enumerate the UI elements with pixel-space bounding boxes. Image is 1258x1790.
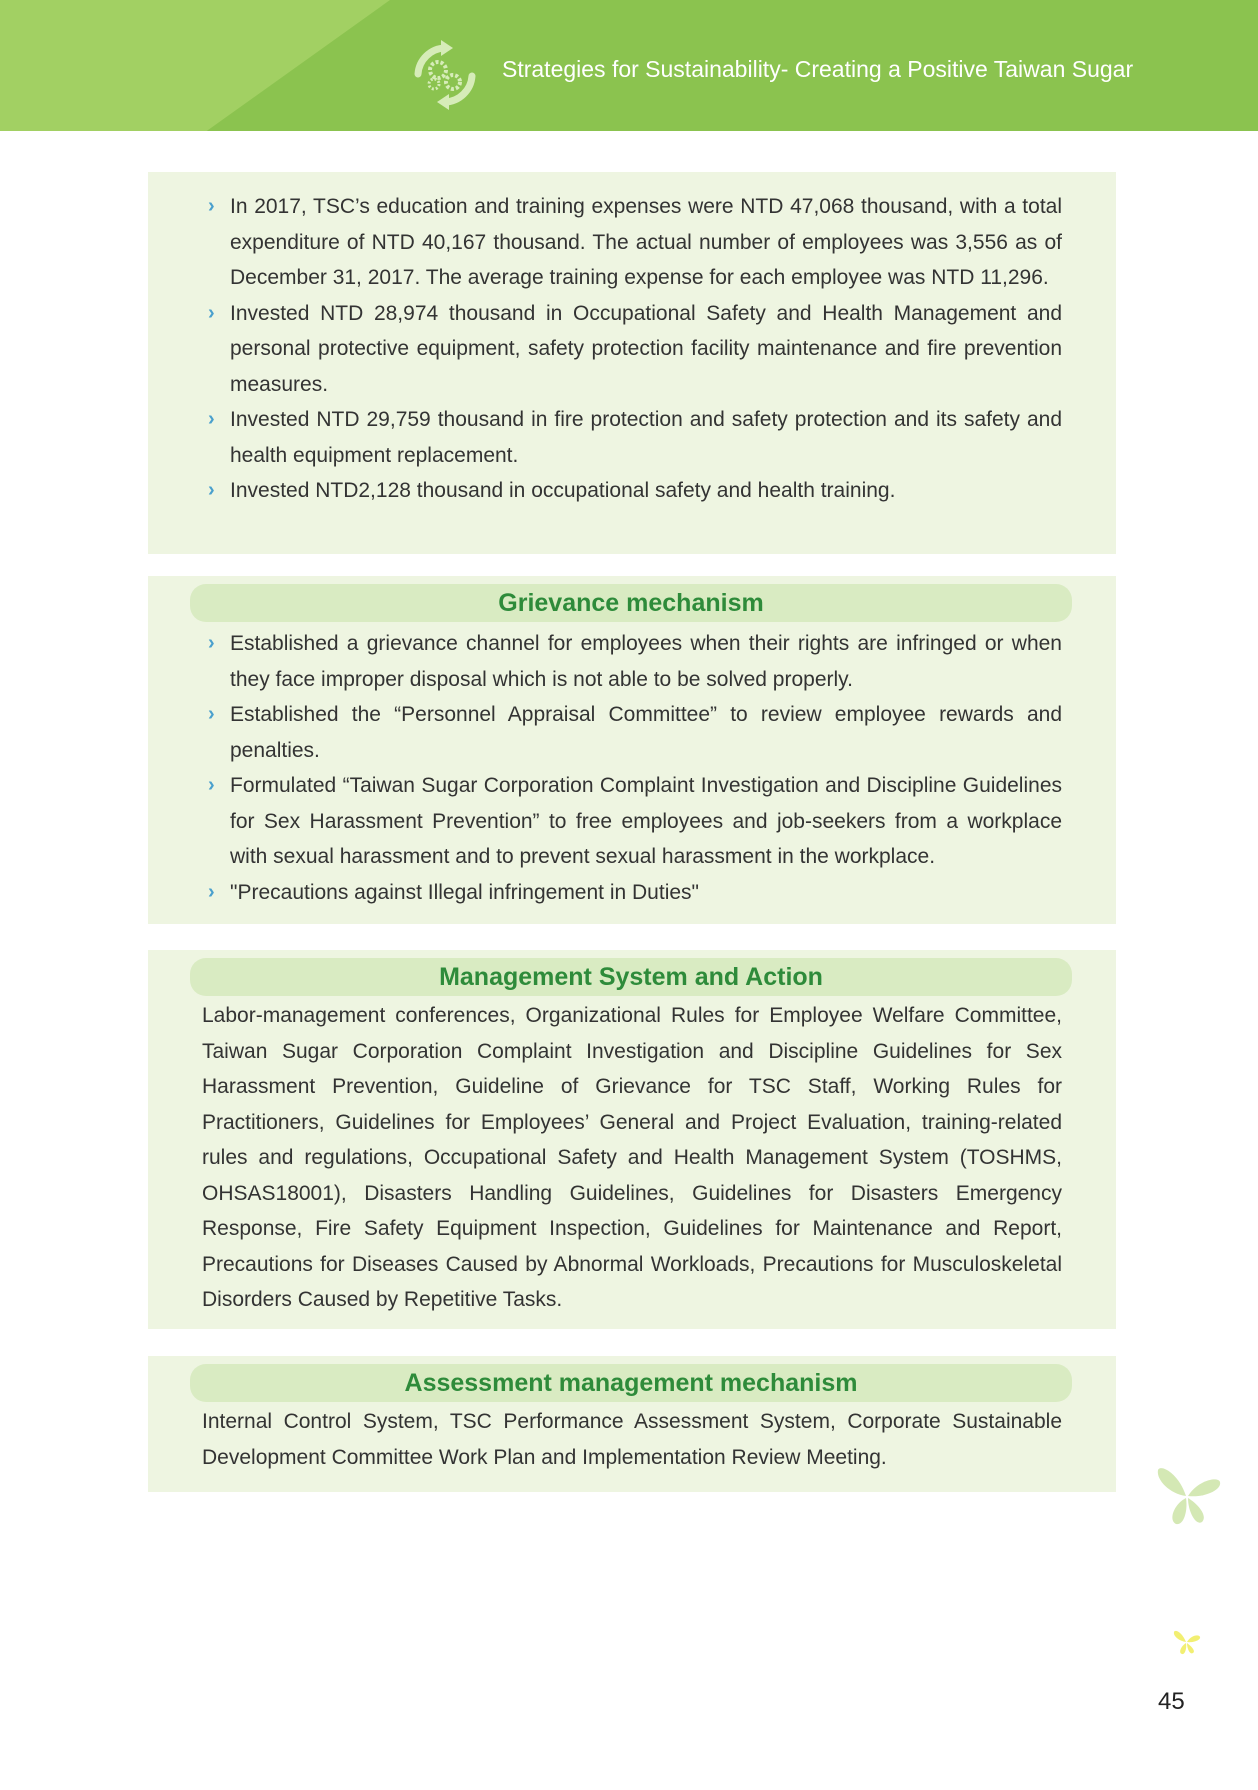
list-item: › Invested NTD 28,974 thousand in Occupational Safety and Health Management and personal protective equipment, safety protection facility maintenance and fire prevention measures.	[208, 296, 1062, 403]
list-item: › Formulated “Taiwan Sugar Corporation Complaint Investigation and Discipline Guidelines for Sex Harassment Prevention” to free employees and job-seekers from a workplace with sexual harassment and to prevent sexual harassment in the workplace.	[208, 768, 1062, 875]
training-investment-box	[148, 172, 1116, 554]
assessment-box	[148, 1356, 1116, 1492]
list-item: › Established a grievance channel for employees when their rights are infringed or when they face improper disposal which is not able to be solved properly.	[208, 626, 1062, 697]
list-item: › Invested NTD 29,759 thousand in fire protection and safety protection and its safety and health equipment replacement.	[208, 402, 1062, 473]
butterfly-icon	[1152, 1462, 1224, 1528]
header-banner	[0, 0, 1258, 131]
page-number: 45	[1158, 1688, 1185, 1715]
banner-accent-shape	[0, 0, 390, 131]
chevron-right-icon: ›	[208, 880, 215, 903]
assessment-heading: Assessment management mechanism	[190, 1364, 1072, 1402]
list-item: › Established the “Personnel Appraisal Committee” to review employee rewards and penalties.	[208, 697, 1062, 768]
training-investment-list	[208, 189, 1062, 509]
chevron-right-icon: ›	[208, 632, 215, 654]
grievance-list	[190, 626, 1062, 910]
recycle-gears-icon	[408, 40, 482, 110]
management-system-box	[148, 950, 1116, 1329]
list-item: › "Precautions against Illegal infringement in Duties"	[208, 875, 1062, 911]
small-butterfly-icon	[1172, 1628, 1202, 1656]
chevron-right-icon: ›	[208, 301, 215, 324]
management-system-text: Labor-management conferences, Organizational Rules for Employee Welfare Committee, Taiwan Sugar Corporation Complaint Investigation and Discipline Guidelines for Sex Harassment Prevention, Guideline of Grievance for TSC Staff, Working Rules for Practitioners, Guidelines for Employees’ General and Project Evaluation, training-related rules and regulations, Occupational Safety and Health Management System (TOSHMS, OHSAS18001), Disasters Handling Guidelines, Guidelines for Disasters Emergency Response, Fire Safety Equipment Inspection, Guidelines for Maintenance and Report, Precautions for Diseases Caused by Abnormal Workloads, Precautions for Musculoskeletal Disorders Caused by Repetitive Tasks.	[202, 1004, 1062, 1311]
list-item: › Invested NTD2,128 thousand in occupational safety and health training.	[208, 473, 1062, 509]
chevron-right-icon: ›	[208, 703, 215, 725]
management-system-heading: Management System and Action	[190, 958, 1072, 996]
chevron-right-icon: ›	[208, 479, 215, 501]
assessment-text: Internal Control System, TSC Performance Assessment System, Corporate Sustainable Development Committee Work Plan and Implementation Review Meeting.	[202, 1410, 1062, 1469]
grievance-heading: Grievance mechanism	[190, 584, 1072, 622]
chevron-right-icon: ›	[208, 774, 215, 796]
chevron-right-icon: ›	[208, 195, 215, 217]
list-item: › In 2017, TSC’s education and training expenses were NTD 47,068 thousand, with a total expenditure of NTD 40,167 thousand. The actual number of employees was 3,556 as of December 31, 2017. The average training expense for each employee was NTD 11,296.	[208, 189, 1062, 296]
grievance-box	[148, 576, 1116, 924]
chevron-right-icon: ›	[208, 408, 215, 430]
header-title: Strategies for Sustainability- Creating a Positive Taiwan Sugar	[502, 56, 1134, 82]
